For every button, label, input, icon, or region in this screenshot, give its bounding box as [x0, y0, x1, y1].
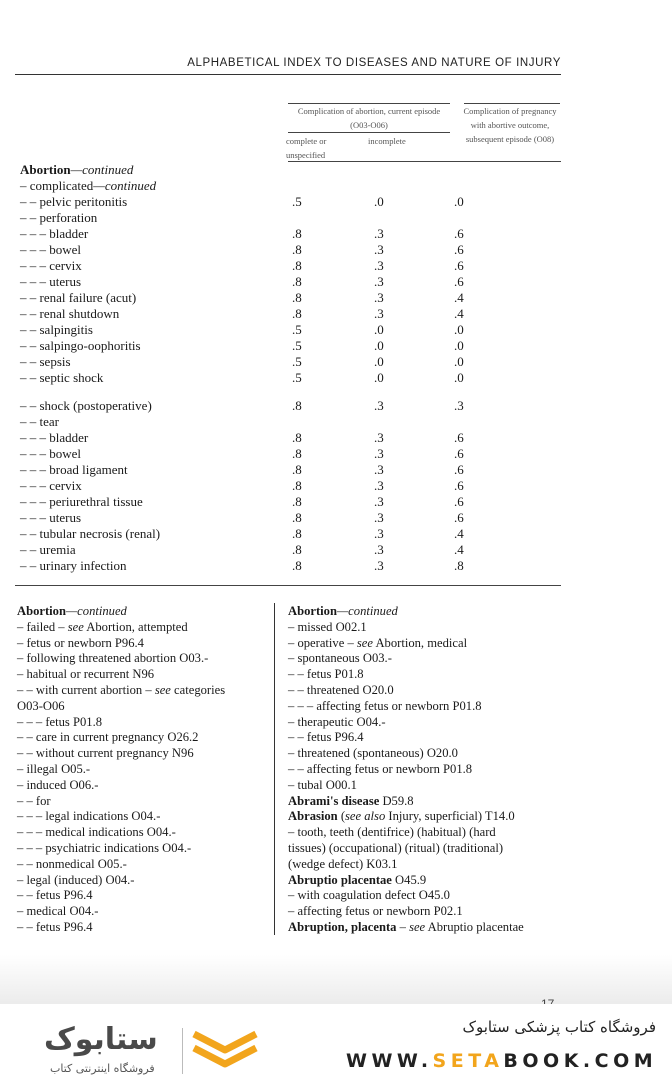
- row-value: .8: [292, 306, 302, 321]
- index-entry: Abruption, placenta – see Abruptio placentae: [288, 920, 524, 934]
- index-entry: – – – medical indications O04.-: [17, 825, 176, 840]
- row-value: .0: [374, 370, 384, 385]
- header-rule: [15, 74, 561, 75]
- row-value: .8: [292, 446, 302, 461]
- row-value: .3: [374, 462, 384, 477]
- row-value: .8: [292, 430, 302, 445]
- index-entry: – – fetus P96.4: [17, 920, 93, 934]
- index-entry: – – for: [17, 793, 51, 808]
- index-entry: – threatened (spontaneous) O20.0: [288, 746, 458, 761]
- row-value: .8: [292, 542, 302, 557]
- index-entry: – missed O02.1: [288, 619, 367, 634]
- row-value: .0: [454, 194, 464, 209]
- row-value: .3: [374, 274, 384, 289]
- row-value: .3: [374, 226, 384, 241]
- row-value: .3: [374, 430, 384, 445]
- row-value: .0: [374, 338, 384, 353]
- row-value: .3: [374, 494, 384, 509]
- table-row: [20, 322, 464, 338]
- logo-subtitle: فروشگاه اینترنتی کتاب: [50, 1062, 155, 1075]
- row-value: .0: [374, 322, 384, 337]
- index-entry: – affecting fetus or newborn P02.1: [288, 904, 463, 919]
- row-value: .6: [454, 430, 464, 445]
- row-value: .8: [292, 462, 302, 477]
- index-entry: – – fetus P96.4: [288, 730, 364, 745]
- row-value: .0: [454, 370, 464, 385]
- column-group-rule-top: [288, 103, 450, 104]
- index-entry: – – – psychiatric indications O04.-: [17, 841, 192, 855]
- logo-divider: [182, 1028, 183, 1074]
- row-value: .8: [292, 510, 302, 525]
- row-value: .3: [374, 258, 384, 273]
- row-label: – – – cervix: [20, 258, 82, 273]
- row-label: – – – broad ligament: [20, 462, 128, 477]
- row-value: .0: [454, 354, 464, 369]
- table-row: [20, 462, 464, 478]
- row-value: .6: [454, 446, 464, 461]
- table-subtitle: – complicated—continued: [20, 178, 157, 193]
- row-label: – – sepsis: [20, 354, 71, 369]
- table-row: [20, 430, 464, 446]
- index-entry: – failed – see Abortion, attempted: [17, 619, 188, 634]
- row-label: – – – bowel: [20, 446, 82, 461]
- watermark-banner: [0, 1004, 672, 1080]
- table-row: [20, 354, 464, 370]
- store-url[interactable]: WWW.SETABOOK.COM: [346, 1050, 658, 1072]
- row-value: .3: [374, 398, 384, 413]
- column-heading-subsequent: Complication of pregnancy with abortive outcome, subsequent episode (O08): [463, 106, 557, 144]
- table-row: [20, 526, 464, 542]
- index-entry: – tooth, teeth (dentifrice) (habitual) (hard: [288, 825, 496, 840]
- index-entry: – spontaneous O03.-: [288, 651, 392, 666]
- row-value: .8: [292, 242, 302, 257]
- row-value: .8: [292, 274, 302, 289]
- row-value: .6: [454, 478, 464, 493]
- row-label: – – – bladder: [20, 226, 89, 241]
- column-heading-complete: complete or unspecified: [286, 136, 327, 160]
- table-title: Abortion—continued: [20, 162, 134, 177]
- index-entry: Abruptio placentae O45.9: [288, 872, 427, 887]
- row-value: .0: [454, 322, 464, 337]
- row-value: .5: [292, 370, 302, 385]
- table-row: [20, 398, 464, 414]
- row-value: .4: [454, 542, 464, 557]
- table-row: [20, 510, 464, 526]
- row-value: .3: [454, 398, 464, 413]
- row-label: – – – cervix: [20, 478, 82, 493]
- table-row: [20, 338, 464, 354]
- row-value: .8: [292, 290, 302, 305]
- index-entry: – legal (induced) O04.-: [17, 872, 135, 887]
- index-entry: (wedge defect) K03.1: [288, 856, 398, 871]
- index-entry: – – – legal indications O04.-: [17, 809, 161, 824]
- stacked-books-icon: [190, 1024, 260, 1076]
- row-label: – – – periurethral tissue: [20, 494, 143, 509]
- column-group-heading: Complication of abortion, current episode (O03-O06): [297, 106, 441, 130]
- row-value: .3: [374, 446, 384, 461]
- index-entry: – – nonmedical O05.-: [17, 856, 127, 871]
- index-entry: – – with current abortion – see categories: [17, 683, 226, 697]
- index-entry: – – care in current pregnancy O26.2: [17, 730, 199, 745]
- row-label: – – salpingitis: [20, 322, 93, 337]
- table-row: [20, 210, 97, 226]
- running-header: ALPHABETICAL INDEX TO DISEASES AND NATURE OF INJURY: [187, 57, 561, 69]
- row-value: .4: [454, 526, 464, 541]
- table-row: [20, 478, 464, 494]
- row-value: .3: [374, 542, 384, 557]
- row-value: .8: [292, 258, 302, 273]
- index-entry: O03-O06: [17, 698, 65, 713]
- row-value: .6: [454, 510, 464, 525]
- column-group-rule: [288, 132, 450, 133]
- row-value: .0: [454, 338, 464, 353]
- logo-wordmark: ستابوک: [44, 1022, 158, 1057]
- table-row: [20, 306, 464, 322]
- index-entry: – habitual or recurrent N96: [17, 667, 155, 682]
- index-entry: – induced O06.-: [17, 777, 99, 792]
- row-value: .6: [454, 226, 464, 241]
- row-value: .6: [454, 494, 464, 509]
- row-value: .3: [374, 290, 384, 305]
- table-row: [20, 226, 464, 242]
- row-value: .8: [292, 558, 302, 573]
- index-entry: – – fetus P96.4: [17, 888, 93, 903]
- row-value: .3: [374, 510, 384, 525]
- row-value: .3: [374, 558, 384, 573]
- row-label: – – salpingo-oophoritis: [20, 338, 141, 353]
- row-value: .6: [454, 274, 464, 289]
- index-entry: – – fetus P01.8: [288, 667, 364, 682]
- row-value: .8: [454, 558, 464, 573]
- index-entry: – following threatened abortion O03.-: [17, 651, 209, 666]
- row-label: – – – bowel: [20, 242, 82, 257]
- row-value: .3: [374, 306, 384, 321]
- index-entry: – operative – see Abortion, medical: [288, 635, 468, 650]
- row-value: .6: [454, 242, 464, 257]
- row-label: – – shock (postoperative): [20, 398, 152, 413]
- row-value: .6: [454, 258, 464, 273]
- row-value: .3: [374, 526, 384, 541]
- page-bottom-shadow: [0, 955, 672, 1010]
- index-entry: – medical O04.-: [17, 904, 99, 919]
- row-label: – – tubular necrosis (renal): [20, 526, 161, 541]
- index-entry: – with coagulation defect O45.0: [288, 888, 450, 903]
- table-row: [20, 370, 464, 386]
- index-entry: – – threatened O20.0: [288, 683, 394, 697]
- index-entry: – – – fetus P01.8: [17, 714, 103, 729]
- table-row: [20, 274, 464, 290]
- row-value: .5: [292, 194, 302, 209]
- row-label: – – tear: [20, 414, 59, 429]
- table-row: [20, 258, 464, 274]
- index-entry: – illegal O05.-: [17, 762, 91, 776]
- row-value: .3: [374, 478, 384, 493]
- row-value: .5: [292, 354, 302, 369]
- index-entry: Abortion—continued: [17, 604, 127, 618]
- table-row: [20, 290, 464, 306]
- row-value: .8: [292, 478, 302, 493]
- row-value: .8: [292, 226, 302, 241]
- row-value: .8: [292, 494, 302, 509]
- row-label: – – perforation: [20, 210, 98, 225]
- table-row: [20, 194, 464, 210]
- index-entry: – – affecting fetus or newborn P01.8: [288, 762, 473, 776]
- section-rule: [15, 585, 561, 586]
- row-value: .8: [292, 398, 302, 413]
- table-row: [20, 494, 464, 510]
- index-entry: – – without current pregnancy N96: [17, 746, 194, 761]
- row-label: – – pelvic peritonitis: [20, 194, 128, 209]
- table-row: [20, 242, 464, 258]
- row-value: .0: [374, 354, 384, 369]
- row-value: .3: [374, 242, 384, 257]
- row-label: – – septic shock: [20, 370, 104, 385]
- row-label: – – – uterus: [20, 510, 82, 525]
- row-label: – – urinary infection: [20, 558, 127, 573]
- index-entry: tissues) (occupational) (ritual) (traditional): [288, 841, 504, 855]
- table-row: [20, 446, 464, 462]
- index-entry: Abrasion (see also Injury, superficial) T14.0: [288, 809, 515, 824]
- column-heading-incomplete: incomplete: [368, 136, 406, 146]
- row-value: .6: [454, 462, 464, 477]
- index-entry: Abrami's disease D59.8: [288, 793, 414, 808]
- table-row: [20, 542, 464, 558]
- row-label: – – uremia: [20, 542, 76, 557]
- row-value: .0: [374, 194, 384, 209]
- row-value: .5: [292, 322, 302, 337]
- table-row: [20, 558, 464, 574]
- row-value: .5: [292, 338, 302, 353]
- index-entry: – tubal O00.1: [288, 777, 357, 792]
- store-name: فروشگاه کتاب پزشکی ستابوک: [462, 1018, 656, 1036]
- row-value: .4: [454, 306, 464, 321]
- index-entry: – fetus or newborn P96.4: [17, 635, 144, 650]
- row-label: – – renal shutdown: [20, 306, 120, 321]
- row-label: – – – bladder: [20, 430, 89, 445]
- index-entry: – therapeutic O04.-: [288, 714, 386, 729]
- setabook-logo: [36, 1022, 176, 1082]
- table-row: [20, 414, 59, 430]
- row-label: – – renal failure (acut): [20, 290, 137, 305]
- row-value: .8: [292, 526, 302, 541]
- column-divider: [274, 603, 275, 935]
- index-entry: Abortion—continued: [288, 604, 398, 618]
- row-value: .4: [454, 290, 464, 305]
- row-label: – – – uterus: [20, 274, 82, 289]
- column-heading-rule-bottom: [288, 161, 561, 162]
- index-entry: – – – affecting fetus or newborn P01.8: [288, 698, 482, 713]
